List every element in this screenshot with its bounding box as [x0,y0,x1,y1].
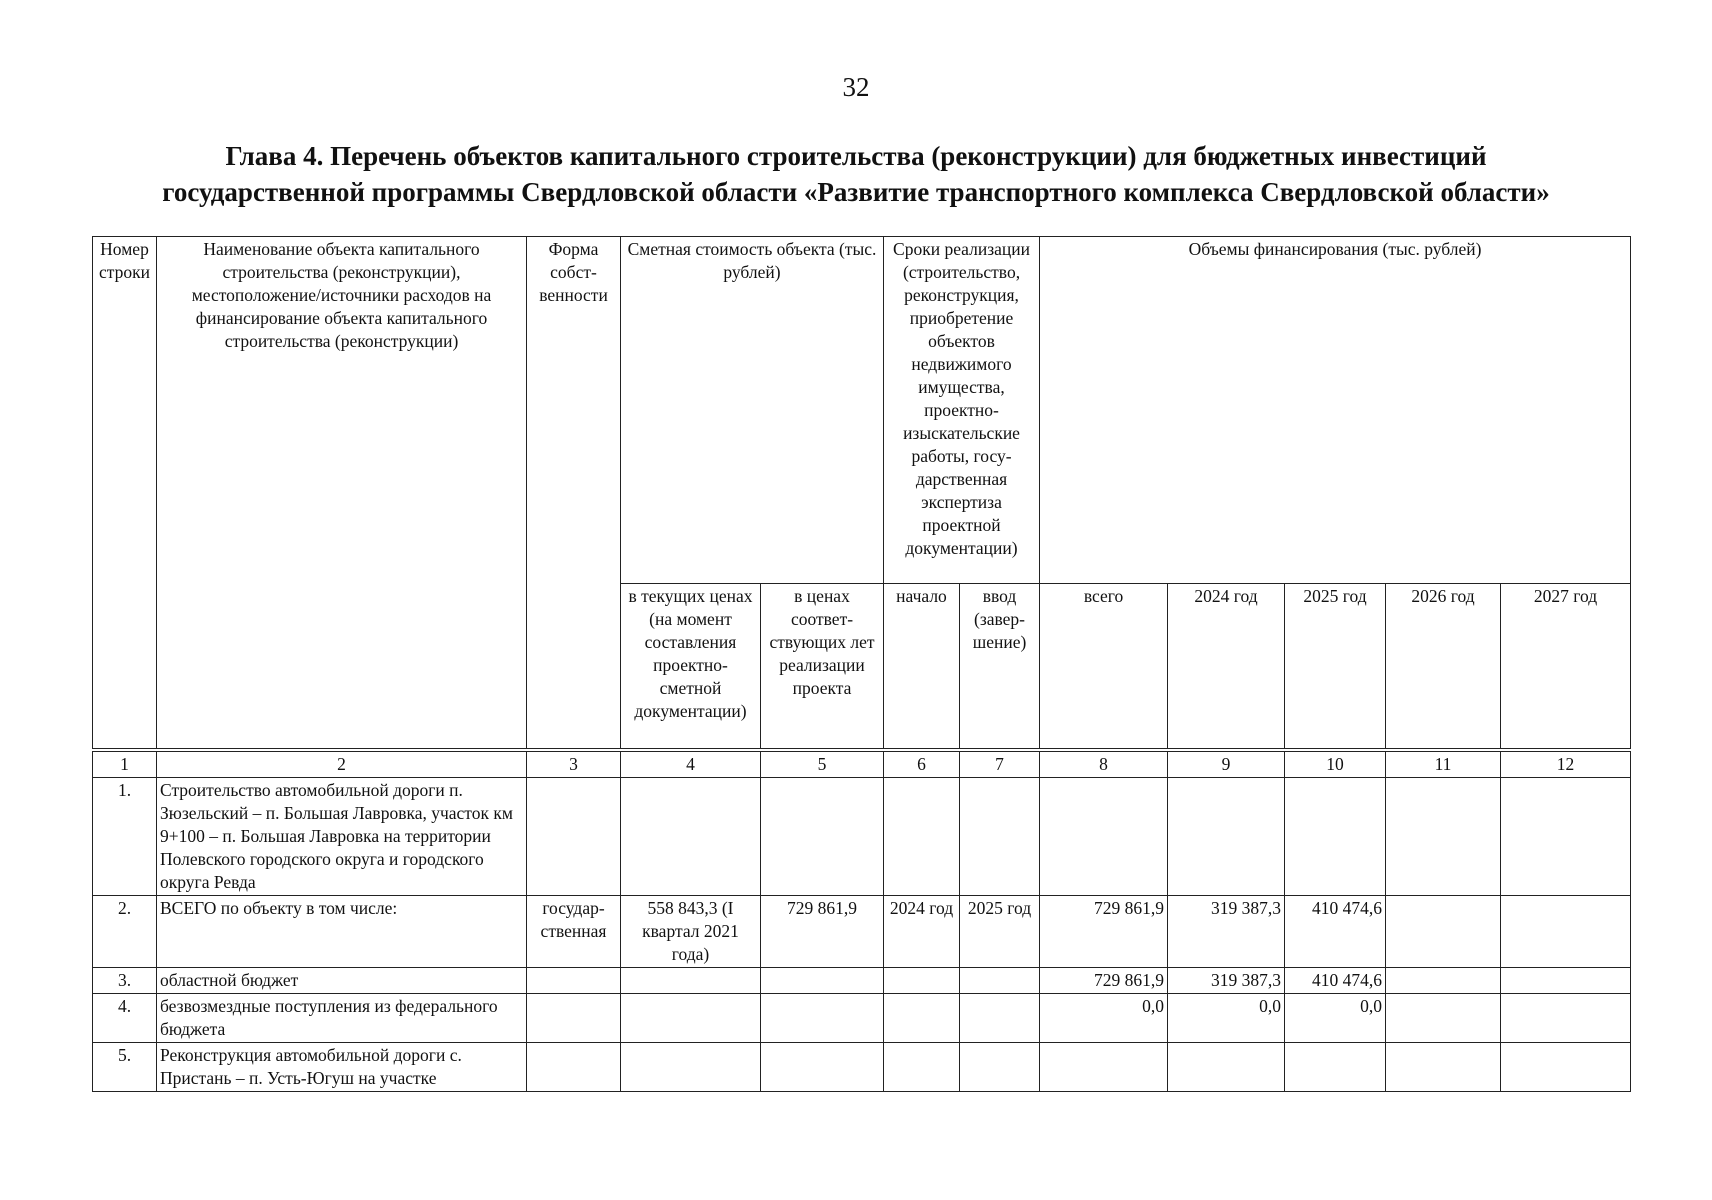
row-ownership: государ-ственная [527,896,621,968]
row-cost-years [761,994,884,1043]
row-ownership [527,994,621,1043]
row-cost-current: 558 843,3 (I квартал 2021 года) [621,896,761,968]
column-number: 12 [1501,750,1631,778]
row-finish [960,994,1040,1043]
row-start [884,968,960,994]
row-cost-current [621,778,761,896]
column-number: 10 [1285,750,1386,778]
row-finish [960,968,1040,994]
header-estimated-cost: Сметная стоимость объекта (тыс. рублей) [621,237,884,584]
row-2024 [1168,1043,1285,1092]
row-cost-years [761,968,884,994]
header-implementation-terms: Сроки реализации (строительство, реконструкция, приобретение объектов недвижимого имущества, проектно-изыскательские работы, госу-дарственная экспертиза проектной документации) [884,237,1040,584]
chapter-title-line-1: Глава 4. Перечень объектов капитального строительства (реконструкции) для бюджетных инвестиций [225,141,1487,171]
table-row [93,778,1631,896]
row-ownership [527,778,621,896]
header-funding-volumes: Объемы финансирования (тыс. рублей) [1040,237,1631,584]
row-finish [960,778,1040,896]
row-cost-years: 729 861,9 [761,896,884,968]
row-cost-years [761,778,884,896]
header-cost-current-prices: в текущих ценах (на момент составления проектно-сметной документации) [621,584,761,751]
row-2026 [1386,968,1501,994]
row-2024: 319 387,3 [1168,968,1285,994]
header-finish: ввод (завер-шение) [960,584,1040,751]
row-cost-current [621,968,761,994]
row-2024 [1168,778,1285,896]
row-number: 1. [93,778,157,896]
table-row [93,994,1631,1043]
row-number: 5. [93,1043,157,1092]
row-object-name: областной бюджет [157,968,527,994]
row-start: 2024 год [884,896,960,968]
row-total: 0,0 [1040,994,1168,1043]
column-number: 2 [157,750,527,778]
row-2027 [1501,896,1631,968]
chapter-title-line-2: государственной программы Свердловской области «Развитие транспортного комплекса Свердловской области» [162,177,1550,207]
row-2025: 0,0 [1285,994,1386,1043]
row-2025 [1285,1043,1386,1092]
column-number: 8 [1040,750,1168,778]
column-number: 3 [527,750,621,778]
header-row-1 [93,237,1631,584]
row-2026 [1386,896,1501,968]
column-number: 7 [960,750,1040,778]
row-cost-current [621,994,761,1043]
header-object-name: Наименование объекта капитального строительства (реконструкции), местоположение/источники расходов на финансирование объекта капитального строительства (реконструкции) [157,237,527,751]
header-year-2025: 2025 год [1285,584,1386,751]
page-number: 32 [842,72,870,102]
column-number: 4 [621,750,761,778]
header-ownership: Форма собст-венности [527,237,621,751]
row-ownership [527,1043,621,1092]
table-row [93,1043,1631,1092]
row-number: 2. [93,896,157,968]
header-cost-year-prices: в ценах соответ-ствующих лет реализации проекта [761,584,884,751]
column-number: 5 [761,750,884,778]
row-number: 4. [93,994,157,1043]
column-number: 11 [1386,750,1501,778]
row-total: 729 861,9 [1040,968,1168,994]
row-start [884,1043,960,1092]
table-row [93,968,1631,994]
row-total: 729 861,9 [1040,896,1168,968]
header-total: всего [1040,584,1168,751]
row-total [1040,778,1168,896]
capital-construction-table [92,236,1631,1092]
column-number: 6 [884,750,960,778]
row-start [884,778,960,896]
row-object-name: Строительство автомобильной дороги п. Зюзельский – п. Большая Лавровка, участок км 9+100 – п. Большая Лавровка на территории Полевского городского округа и городского округа Ревда [157,778,527,896]
row-2026 [1386,994,1501,1043]
row-ownership [527,968,621,994]
row-object-name: ВСЕГО по объекту в том числе: [157,896,527,968]
chapter-title [60,138,1652,210]
row-object-name: Реконструкция автомобильной дороги с. Пристань – п. Усть-Югуш на участке [157,1043,527,1092]
row-2025: 410 474,6 [1285,968,1386,994]
row-2025 [1285,778,1386,896]
header-row-number: Номер строки [93,237,157,751]
row-2027 [1501,994,1631,1043]
row-2026 [1386,1043,1501,1092]
row-2025: 410 474,6 [1285,896,1386,968]
column-number-row [93,750,1631,778]
row-finish: 2025 год [960,896,1040,968]
row-2026 [1386,778,1501,896]
header-start: начало [884,584,960,751]
column-number: 9 [1168,750,1285,778]
header-year-2027: 2027 год [1501,584,1631,751]
row-cost-current [621,1043,761,1092]
row-2024: 319 387,3 [1168,896,1285,968]
column-number: 1 [93,750,157,778]
header-year-2024: 2024 год [1168,584,1285,751]
row-start [884,994,960,1043]
header-year-2026: 2026 год [1386,584,1501,751]
row-2027 [1501,778,1631,896]
row-finish [960,1043,1040,1092]
table-row [93,896,1631,968]
row-cost-years [761,1043,884,1092]
row-number: 3. [93,968,157,994]
row-2027 [1501,1043,1631,1092]
row-2027 [1501,968,1631,994]
row-2024: 0,0 [1168,994,1285,1043]
row-total [1040,1043,1168,1092]
row-object-name: безвозмездные поступления из федерального бюджета [157,994,527,1043]
